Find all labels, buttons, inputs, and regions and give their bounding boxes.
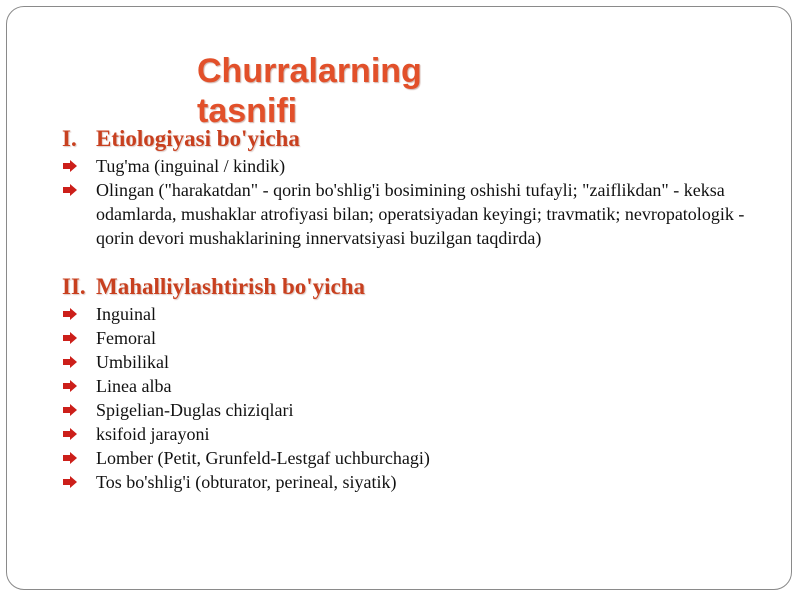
arrow-bullet-icon [63, 404, 77, 416]
list-item-text: ksifoid jarayoni [96, 424, 210, 444]
list-item-text: Olingan ("harakatdan" - qorin bo'shlig'i bosimining oshishi tufayli; "zaiflikdan" - keksa odamlarda, mushaklar atrofiyasi bilan; operatsiyadan keyingi; travmatik; nevropatologik - qorin devori mushaklarining innervatsiyasi buzilgan taqdirda) [96, 180, 745, 248]
list-item [62, 470, 762, 494]
list-item-text: Tos bo'shlig'i (obturator, perineal, siyatik) [96, 472, 397, 492]
list-item-text: Linea alba [96, 376, 172, 396]
list-item-text: Femoral [96, 328, 156, 348]
list-item [62, 326, 762, 350]
section-number: II. [62, 274, 86, 299]
list-item-text: Spigelian-Duglas chiziqlari [96, 400, 294, 420]
list-item [62, 302, 762, 326]
slide-title: Churralarning tasnifi [197, 52, 422, 130]
etiology-list [62, 154, 762, 250]
list-item-text: Tug'ma (inguinal / kindik) [96, 156, 286, 176]
list-item [62, 422, 762, 446]
list-item [62, 398, 762, 422]
list-item-text: Lomber (Petit, Grunfeld-Lestgaf uchburchagi) [96, 448, 430, 468]
list-item [62, 154, 762, 178]
list-item [62, 178, 762, 250]
arrow-bullet-icon [63, 332, 77, 344]
arrow-bullet-icon [63, 452, 77, 464]
arrow-bullet-icon [63, 428, 77, 440]
arrow-bullet-icon [63, 476, 77, 488]
slide-content [62, 124, 762, 494]
arrow-bullet-icon [63, 160, 77, 172]
list-item-text: Umbilikal [96, 352, 169, 372]
section-heading-localization [62, 272, 762, 302]
localization-list [62, 302, 762, 494]
arrow-bullet-icon [63, 380, 77, 392]
section-heading-etiology [62, 124, 762, 154]
arrow-bullet-icon [63, 356, 77, 368]
list-item [62, 446, 762, 470]
list-item [62, 350, 762, 374]
list-item [62, 374, 762, 398]
section-number: I. [62, 126, 77, 151]
section-title: Etiologiyasi bo'yicha [96, 126, 300, 151]
arrow-bullet-icon [63, 308, 77, 320]
list-item-text: Inguinal [96, 304, 156, 324]
section-title: Mahalliylashtirish bo'yicha [96, 274, 366, 299]
arrow-bullet-icon [63, 184, 77, 196]
